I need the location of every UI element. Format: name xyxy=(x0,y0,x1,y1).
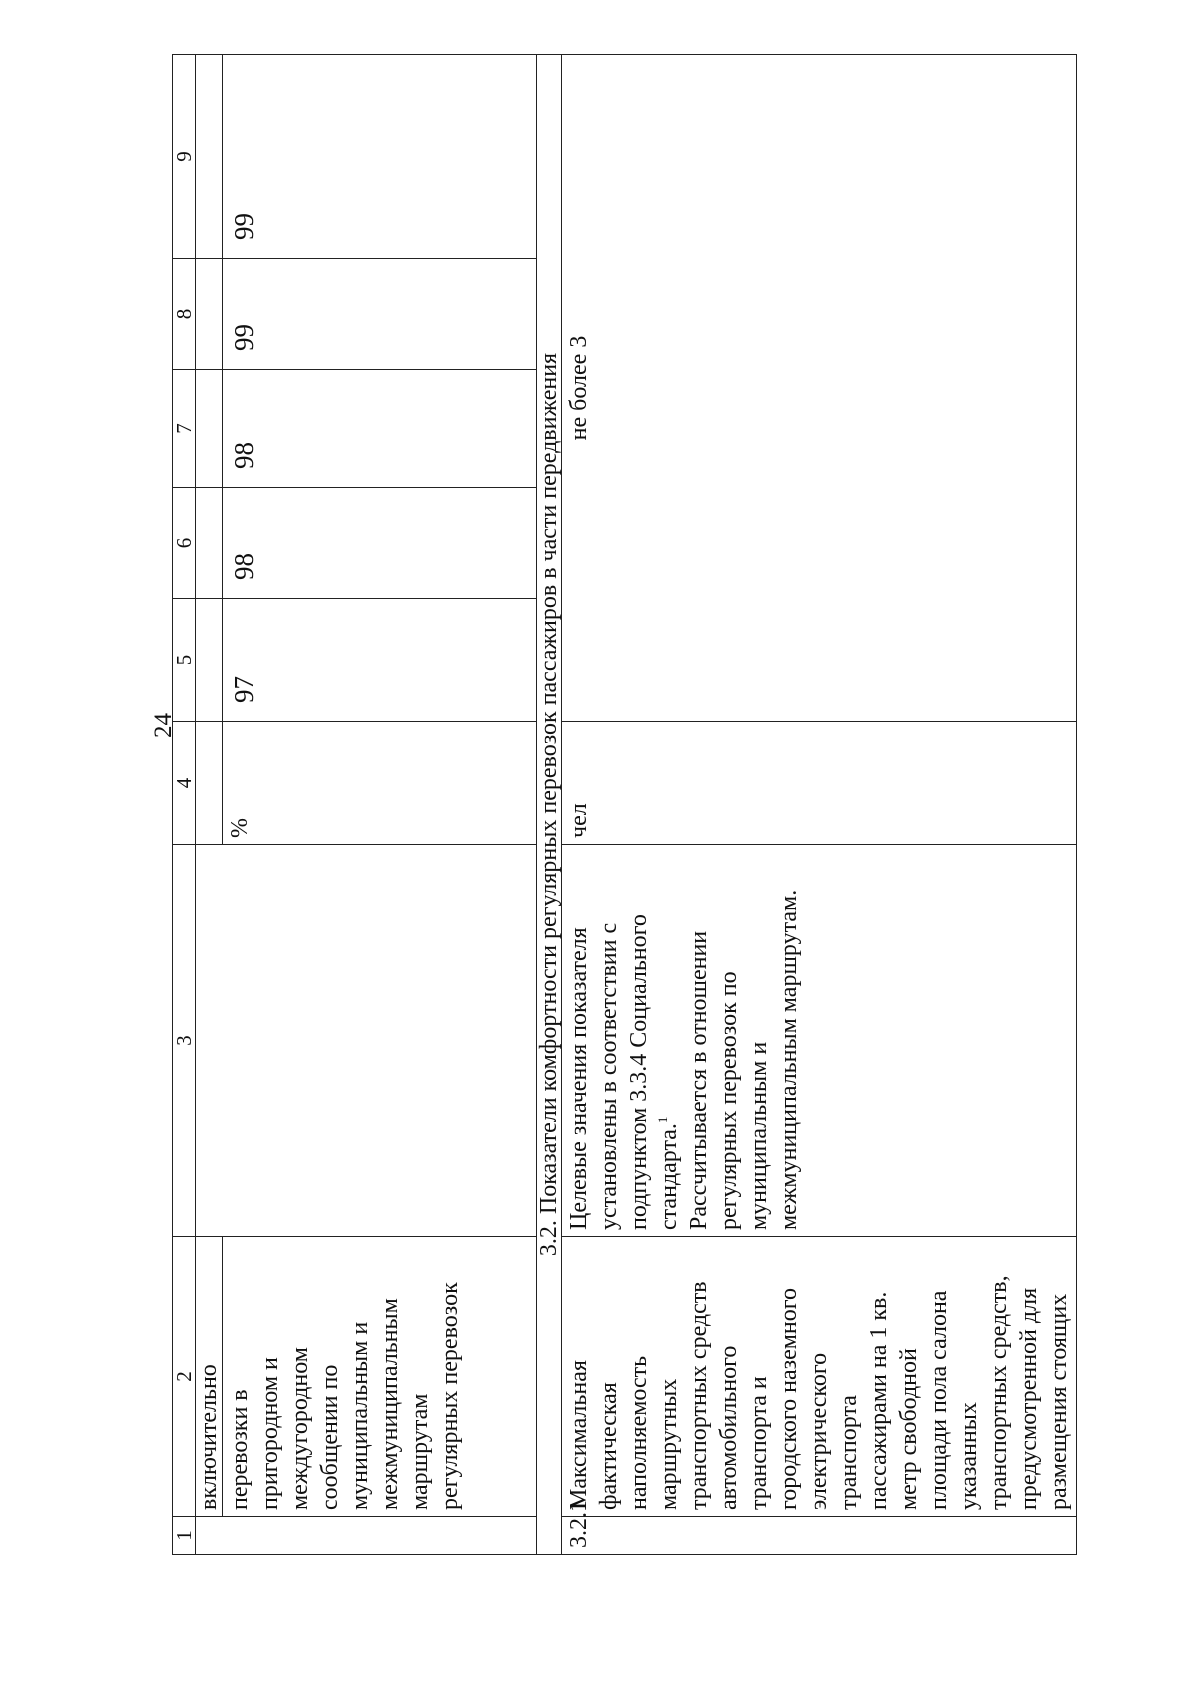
header-cell-4: 4 xyxy=(173,722,196,845)
desc-line: муниципальным и xyxy=(746,1041,772,1230)
header-cell-5: 5 xyxy=(173,599,196,722)
indicator-num: 3.2.1 xyxy=(562,1517,1077,1555)
name-line: городского наземного xyxy=(776,1287,802,1510)
name-line: транспортных средств, xyxy=(986,1275,1012,1510)
indicator-desc-cell xyxy=(562,845,1077,1237)
header-cell-7: 7 xyxy=(173,370,196,488)
continuation-desc-cell xyxy=(196,845,537,1237)
unit-cell: % xyxy=(223,722,537,845)
page-number: 24 xyxy=(150,713,177,738)
name-line: транспорта и xyxy=(746,1376,772,1510)
name-line: электрического xyxy=(806,1352,832,1510)
name-line: перевозки в xyxy=(227,1389,253,1510)
indicators-table xyxy=(172,54,1077,1555)
desc-line: установлены в соответствии с xyxy=(596,922,622,1230)
continuation-top-row xyxy=(196,55,223,1555)
header-cell-3: 3 xyxy=(173,845,196,1237)
name-line: маршрутных xyxy=(656,1378,682,1510)
rotated-table-wrapper xyxy=(172,55,1072,1555)
name-line: пригородном и xyxy=(257,1357,283,1510)
name-line: Максимальная xyxy=(566,1360,592,1510)
desc-line: подпунктом 3.3.4 Социального xyxy=(626,914,652,1230)
name-line: регулярных перевозок xyxy=(437,1282,463,1510)
name-line: маршрутам xyxy=(407,1393,433,1510)
desc-line-text: стандарта. xyxy=(656,1123,682,1230)
name-line: предусмотренной для xyxy=(1016,1287,1042,1510)
continuation-name-cell xyxy=(223,1237,537,1517)
indicator-value: не более 3 xyxy=(562,55,1077,722)
name-line: фактическая xyxy=(596,1382,622,1510)
continuation-top-text: включительно xyxy=(196,1237,223,1517)
name-line: пассажирами на 1 кв. xyxy=(866,1291,892,1510)
name-line: наполняемость xyxy=(626,1355,652,1510)
section-row xyxy=(537,55,562,1555)
section-title: 3.2. Показатели комфортности регулярных перевозок пассажиров в части передвижения xyxy=(537,55,562,1555)
header-cell-8: 8 xyxy=(173,259,196,370)
name-line: муниципальным и xyxy=(347,1321,373,1510)
desc-line: регулярных перевозок по xyxy=(716,971,742,1230)
footnote-mark: 1 xyxy=(655,1116,670,1124)
desc-line: межмуниципальным маршрутам. xyxy=(776,889,802,1230)
name-line: размещения стоящих xyxy=(1046,1293,1072,1510)
name-line: сообщении по xyxy=(317,1364,343,1510)
desc-line xyxy=(654,851,684,1230)
name-line: межмуниципальным xyxy=(377,1298,403,1510)
name-line: площади пола салона xyxy=(926,1290,952,1510)
header-row xyxy=(173,55,196,1555)
value-cell-7: 98 xyxy=(223,370,537,488)
indicator-unit: чел xyxy=(562,722,1077,845)
value-cell-9: 99 xyxy=(223,55,537,259)
name-line: междугородном xyxy=(287,1347,313,1510)
name-line: транспортных средств xyxy=(686,1281,712,1510)
name-line: транспорта xyxy=(836,1395,862,1510)
value-cell-8: 99 xyxy=(223,259,537,370)
desc-line: Рассчитывается в отношении xyxy=(686,930,712,1230)
indicator-row-3-2-1 xyxy=(562,55,1077,1555)
value-cell-6: 98 xyxy=(223,488,537,599)
continuation-row xyxy=(223,55,537,1555)
desc-line: Целевые значения показателя xyxy=(566,927,592,1230)
header-cell-2: 2 xyxy=(173,1237,196,1517)
header-cell-1: 1 xyxy=(173,1517,196,1555)
value-cell-5: 97 xyxy=(223,599,537,722)
header-cell-9: 9 xyxy=(173,55,196,259)
header-cell-6: 6 xyxy=(173,488,196,599)
continuation-num-cell xyxy=(196,1517,537,1555)
indicator-name-cell xyxy=(562,1237,1077,1517)
name-line: указанных xyxy=(956,1402,982,1510)
name-line: автомобильного xyxy=(716,1345,742,1510)
name-line: метр свободной xyxy=(896,1348,922,1510)
